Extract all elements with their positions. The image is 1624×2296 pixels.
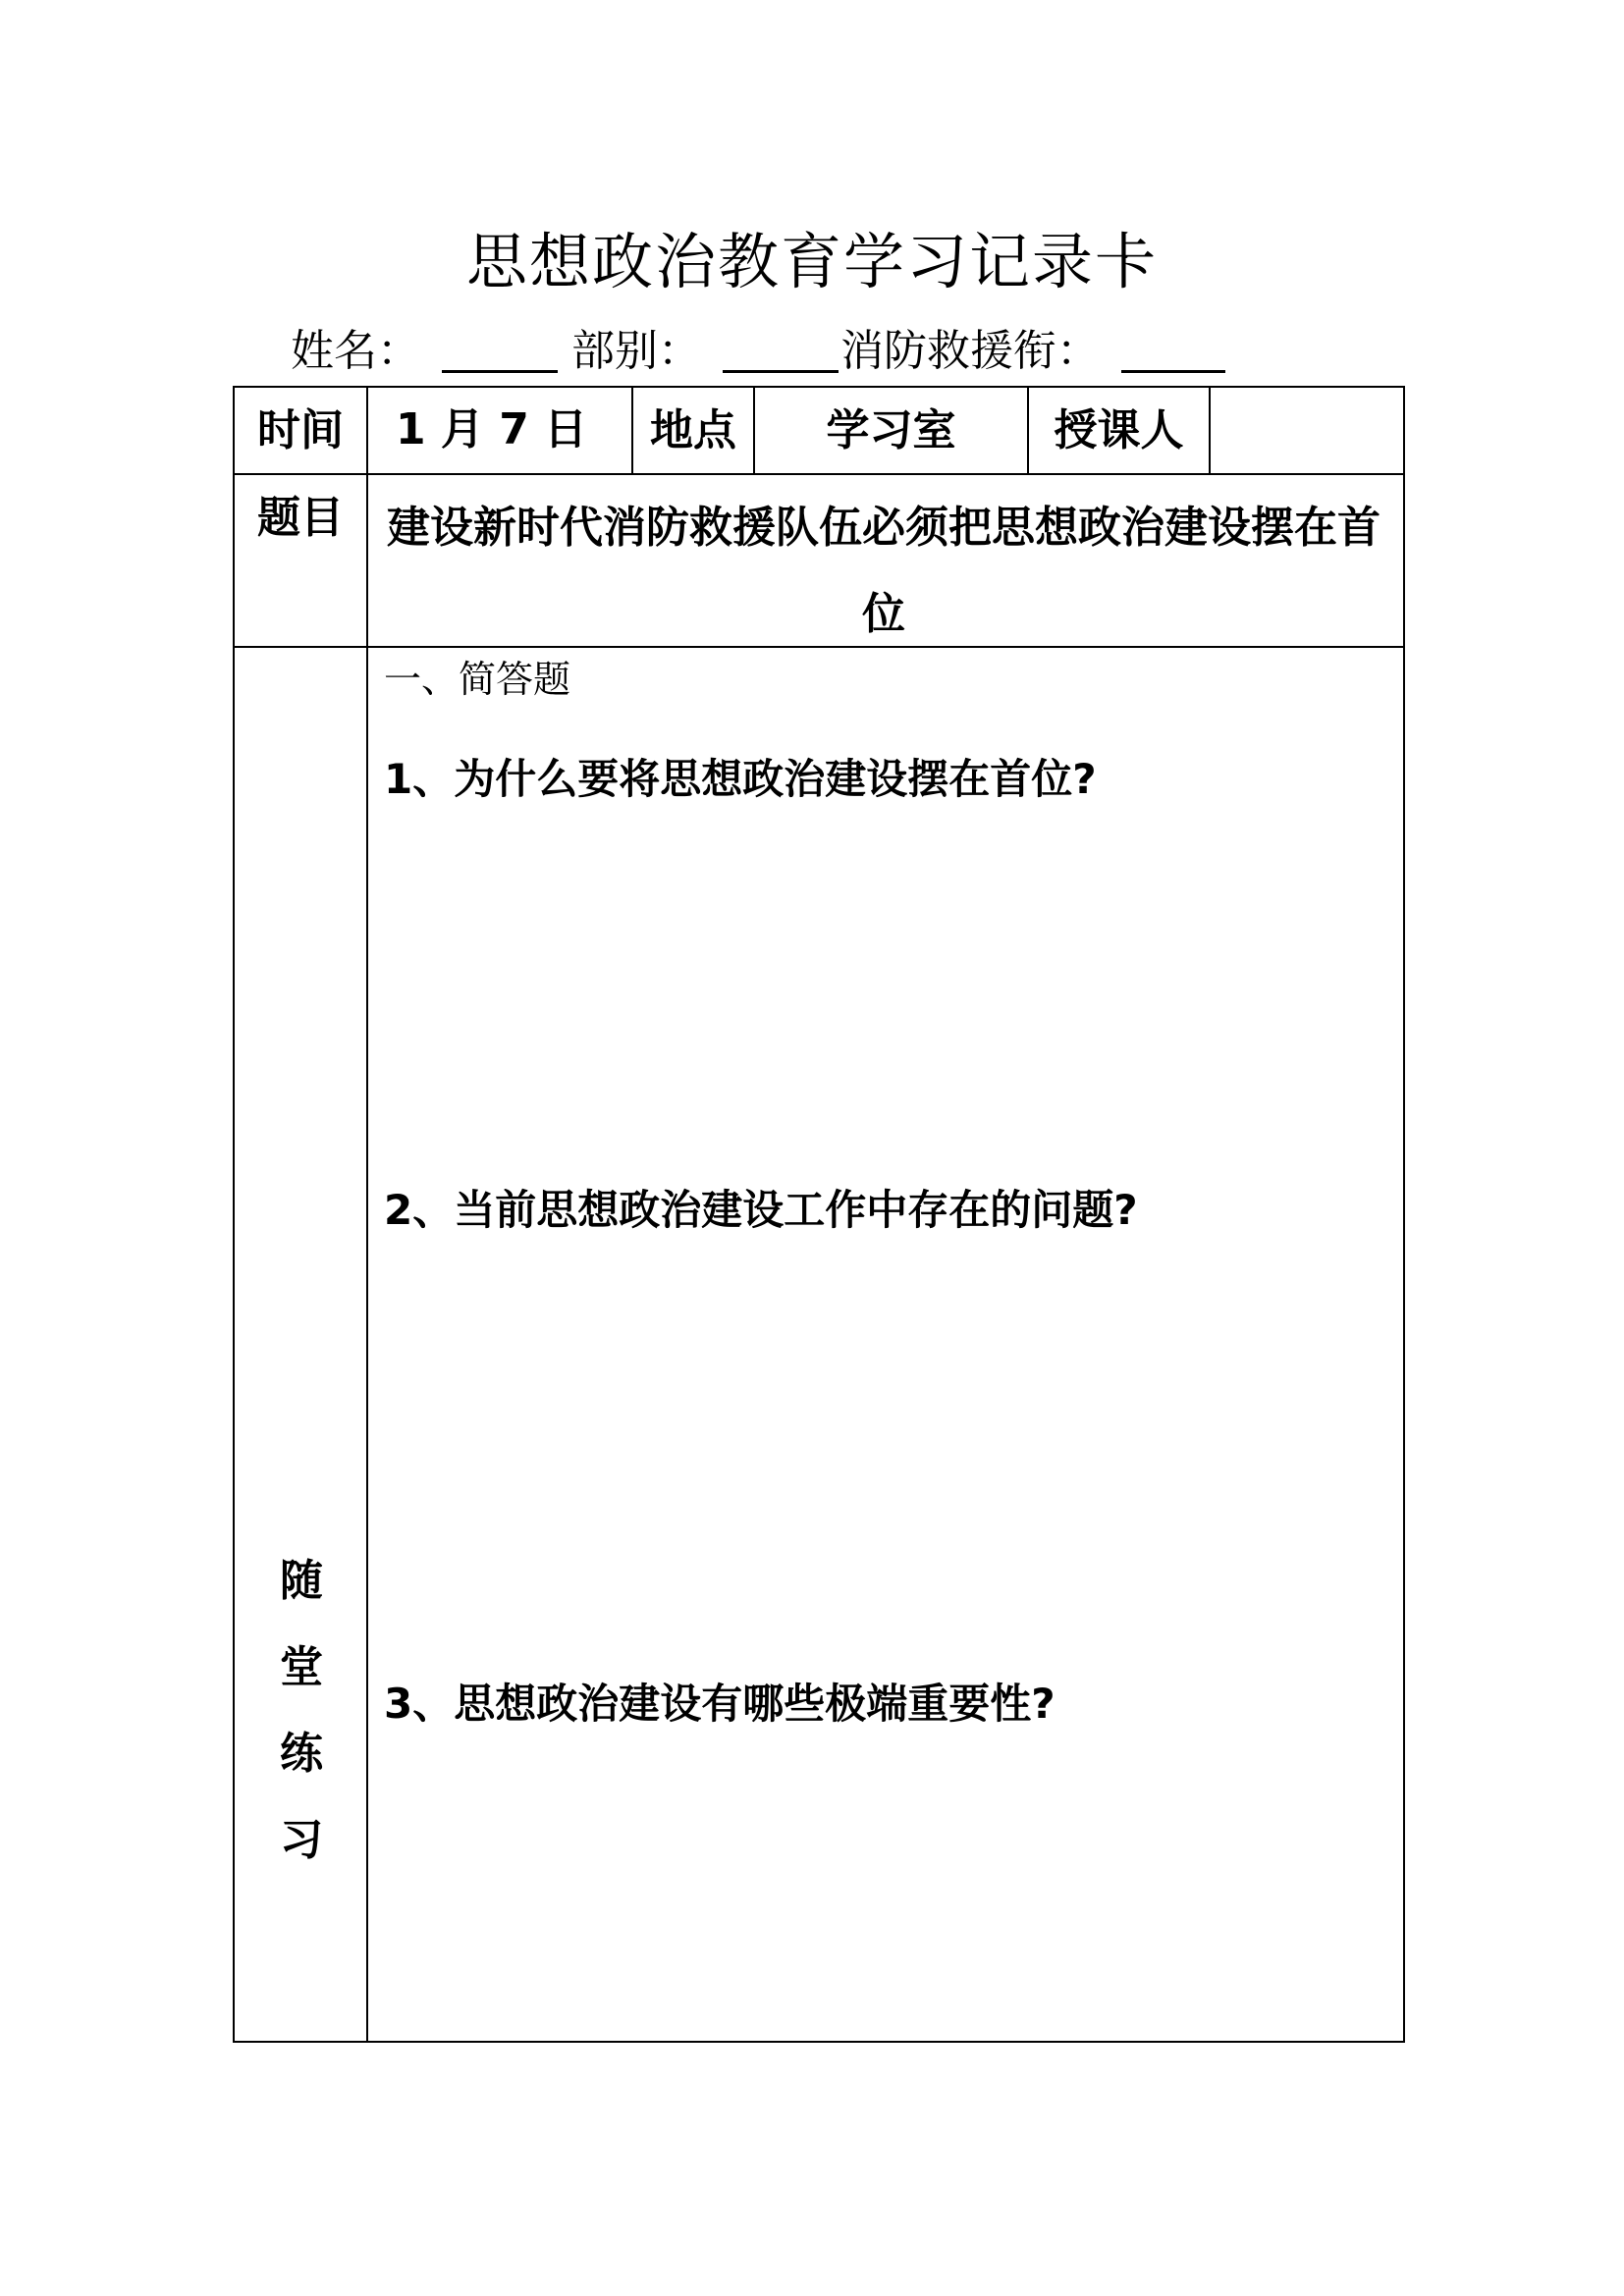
- question-1: 1、为什么要将思想政治建设摆在首位?: [384, 755, 1097, 803]
- answer-area-3[interactable]: [382, 1742, 1393, 2027]
- practice-char-4: 习: [280, 1815, 323, 1865]
- section-heading: 一、简答题: [384, 658, 571, 701]
- topic-row: [235, 475, 1403, 646]
- answer-area-2[interactable]: [382, 1252, 1393, 1644]
- topic-value: 建设新时代消防救援队伍必须把思想政治建设摆在首位: [387, 503, 1380, 639]
- practice-char-3: 练: [280, 1729, 323, 1779]
- name-blank[interactable]: [442, 325, 558, 373]
- topic-label: 题目: [257, 493, 344, 543]
- practice-char-1: 随: [280, 1556, 323, 1606]
- time-label: 时间: [257, 404, 344, 455]
- rank-label: 消防救援衔：: [840, 326, 1100, 376]
- place-value: 学习室: [826, 404, 956, 455]
- practice-char-2: 堂: [280, 1642, 323, 1692]
- place-label: 地点: [650, 404, 736, 455]
- record-table: [233, 386, 1405, 2043]
- document-title: 思想政治教育学习记录卡: [465, 226, 1158, 297]
- question-3: 3、思想政治建设有哪些极端重要性?: [384, 1680, 1056, 1728]
- lecturer-label: 授课人: [1054, 404, 1184, 455]
- rank-blank[interactable]: [1121, 325, 1225, 373]
- dept-label: 部别：: [571, 326, 701, 376]
- info-line: [291, 312, 1225, 381]
- dept-blank[interactable]: [723, 325, 839, 373]
- lecturer-value[interactable]: [1211, 388, 1403, 473]
- time-value: 1 月 7 日: [396, 404, 588, 454]
- name-label: 姓名：: [291, 326, 420, 376]
- answer-area-1[interactable]: [382, 820, 1393, 1153]
- practice-label: [235, 1538, 368, 1884]
- question-2: 2、当前思想政治建设工作中存在的问题?: [384, 1186, 1138, 1234]
